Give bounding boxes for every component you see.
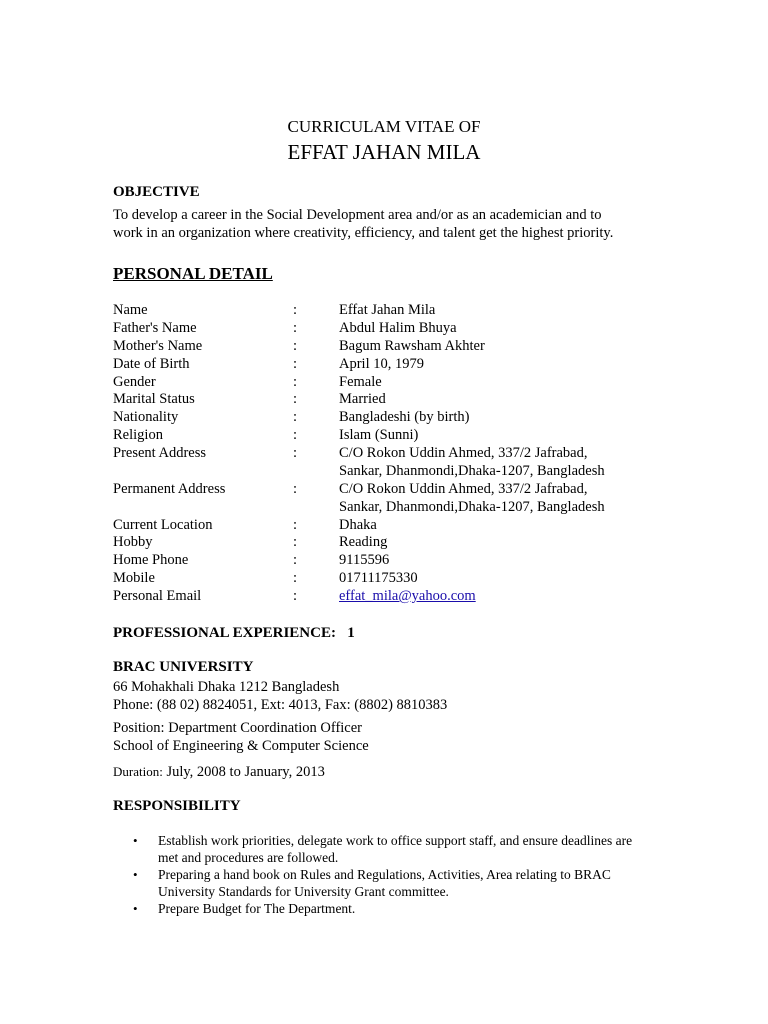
address-line-2: Sankar, Dhanmondi,Dhaka-1207, Bangladesh: [339, 463, 605, 479]
detail-row-religion: [113, 426, 733, 444]
detail-label: Permanent Address: [113, 481, 226, 497]
detail-label: Present Address: [113, 445, 207, 461]
detail-colon: :: [293, 409, 298, 425]
detail-row-mobile: [113, 569, 733, 587]
detail-label: Marital Status: [113, 391, 195, 407]
duration-label: Duration:: [113, 764, 163, 779]
address-line-1: C/O Rokon Uddin Ahmed, 337/2 Jafrabad,: [339, 481, 588, 497]
detail-value: Effat Jahan Mila: [339, 302, 436, 318]
detail-value: 01711175330: [339, 570, 418, 586]
organization-address: 66 Mohakhali Dhaka 1212 Bangladesh: [113, 679, 340, 695]
detail-colon: :: [293, 445, 298, 461]
list-item-line: Prepare Budget for The Department.: [158, 901, 356, 916]
detail-label: Personal Email: [113, 588, 202, 604]
list-item-line: met and procedures are followed.: [158, 850, 339, 865]
responsibility-heading: RESPONSIBILITY: [113, 798, 241, 814]
bullet-icon: •: [133, 833, 138, 848]
position-title: Position: Department Coordination Officer: [113, 720, 363, 736]
detail-label: Hobby: [113, 534, 153, 550]
list-item: [113, 900, 673, 917]
list-item: [113, 866, 673, 900]
email-link[interactable]: effat_mila@yahoo.com: [339, 588, 476, 604]
experience-heading: [113, 625, 355, 642]
experience-heading-label: PROFESSIONAL EXPERIENCE:: [113, 625, 336, 641]
detail-row-dob: [113, 355, 733, 373]
detail-value: 9115596: [339, 552, 390, 568]
detail-label: Mother's Name: [113, 338, 203, 354]
detail-row-mother: [113, 337, 733, 355]
detail-colon: :: [293, 427, 298, 443]
list-item-line: Preparing a hand book on Rules and Regulations, Activities, Area relating to BRAC: [158, 867, 611, 882]
detail-label: Religion: [113, 427, 163, 443]
detail-colon: :: [293, 552, 298, 568]
detail-label: Home Phone: [113, 552, 189, 568]
detail-value: Married: [339, 391, 386, 407]
duration-value: July, 2008 to January, 2013: [166, 764, 325, 780]
detail-value: Islam (Sunni): [339, 427, 419, 443]
detail-colon: :: [293, 588, 298, 604]
detail-value: Reading: [339, 534, 388, 550]
bullet-icon: •: [133, 901, 138, 916]
responsibility-list: [113, 832, 673, 917]
detail-colon: :: [293, 534, 298, 550]
detail-colon: :: [293, 391, 298, 407]
detail-row-name: [113, 301, 733, 319]
detail-label: Father's Name: [113, 320, 197, 336]
detail-value: Bangladeshi (by birth): [339, 409, 470, 425]
detail-label: Name: [113, 302, 148, 318]
experience-count: 1: [347, 625, 355, 641]
address-line-1: C/O Rokon Uddin Ahmed, 337/2 Jafrabad,: [339, 445, 588, 461]
detail-label: Date of Birth: [113, 356, 190, 372]
detail-label: Nationality: [113, 409, 179, 425]
detail-label: Mobile: [113, 570, 155, 586]
detail-label: Gender: [113, 374, 156, 390]
cv-name-title: EFFAT JAHAN MILA: [287, 140, 481, 164]
detail-label: Current Location: [113, 517, 213, 533]
list-item-line: Establish work priorities, delegate work to office support staff, and ensure deadlines are: [158, 833, 633, 848]
detail-row-hobby: [113, 533, 733, 551]
organization-name: BRAC UNIVERSITY: [113, 659, 254, 675]
detail-row-present-address: [113, 444, 733, 480]
objective-line-1: To develop a career in the Social Development area and/or as an academician and to: [113, 207, 602, 223]
detail-colon: :: [293, 302, 298, 318]
detail-colon: :: [293, 570, 298, 586]
detail-row-permanent-address: [113, 480, 733, 516]
school-name: School of Engineering & Computer Science: [113, 738, 369, 754]
organization-phone: Phone: (88 02) 8824051, Ext: 4013, Fax: (8802) 8810383: [113, 697, 448, 713]
list-item: [113, 832, 673, 866]
detail-row-location: [113, 516, 733, 534]
detail-row-email: [113, 587, 733, 605]
detail-value: Female: [339, 374, 382, 390]
detail-row-nationality: [113, 408, 733, 426]
detail-value: Bagum Rawsham Akhter: [339, 338, 485, 354]
detail-value: [339, 480, 605, 516]
detail-colon: :: [293, 356, 298, 372]
detail-row-home-phone: [113, 551, 733, 569]
detail-row-father: [113, 319, 733, 337]
detail-colon: :: [293, 517, 298, 533]
objective-line-2: work in an organization where creativity, efficiency, and talent get the highest priority.: [113, 225, 614, 241]
bullet-icon: •: [133, 867, 138, 882]
detail-colon: :: [293, 374, 298, 390]
detail-row-marital: [113, 390, 733, 408]
address-line-2: Sankar, Dhanmondi,Dhaka-1207, Bangladesh: [339, 499, 605, 515]
list-item-line: University Standards for University Grant committee.: [158, 884, 449, 899]
duration: [113, 763, 325, 781]
detail-value: Dhaka: [339, 517, 377, 533]
cv-title: CURRICULAM VITAE OF: [287, 117, 481, 136]
detail-colon: :: [293, 320, 298, 336]
detail-colon: :: [293, 481, 298, 497]
objective-heading: OBJECTIVE: [113, 184, 200, 200]
detail-colon: :: [293, 338, 298, 354]
detail-value: April 10, 1979: [339, 356, 424, 372]
detail-value: [339, 444, 605, 480]
detail-value: Abdul Halim Bhuya: [339, 320, 457, 336]
detail-row-gender: [113, 373, 733, 391]
personal-detail-heading: PERSONAL DETAIL: [113, 264, 273, 283]
